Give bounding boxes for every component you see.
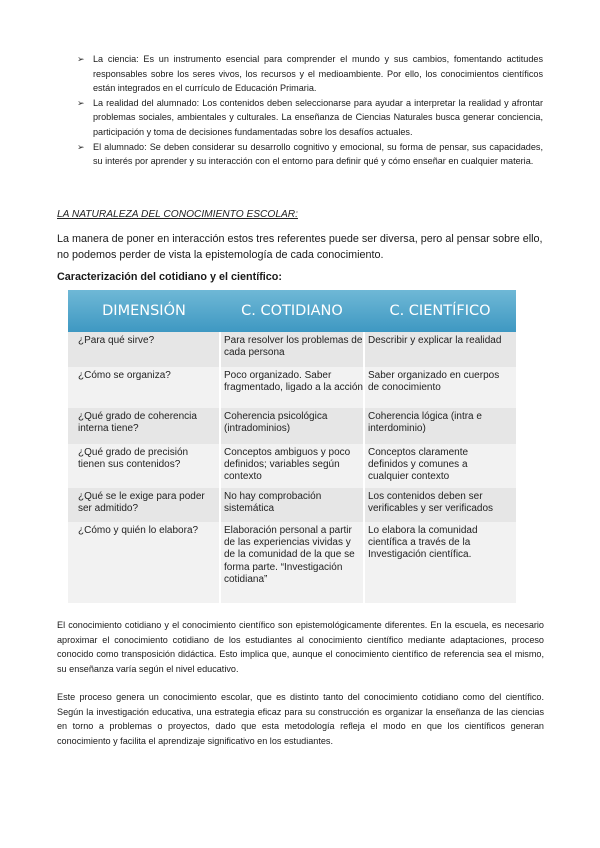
- cell-cotidiano: Coherencia psicológica (intradominios): [224, 411, 328, 435]
- column-divider: [363, 332, 365, 603]
- table-row: [68, 367, 516, 408]
- cell-dimension: ¿Cómo se organiza?: [78, 370, 171, 381]
- cell-cientifico: Coherencia lógica (intra e interdominio): [368, 411, 482, 435]
- arrow-bullet-icon: ➢: [77, 97, 85, 108]
- bullet-text: El alumnado: Se deben considerar su desarrollo cognitivo y emocional, su forma de pensar, sus capacidades, su interés por aprender y su interacción con el entorno para definir qué y cómo enseñar en cualquier materia.: [93, 141, 543, 167]
- cell-cientifico: Los contenidos deben ser verificables y ser verificados: [368, 491, 494, 515]
- header-dimension: DIMENSIÓN: [102, 303, 186, 319]
- table-row: [68, 444, 516, 488]
- cell-cotidiano: No hay comprobación sistemática: [224, 491, 322, 515]
- bullet-alumnado: [77, 140, 543, 169]
- table-row: [68, 332, 516, 367]
- bullet-ciencia: [77, 52, 543, 96]
- cell-cientifico: Describir y explicar la realidad: [368, 335, 502, 346]
- cell-cientifico: Conceptos claramente definidos y comunes a cualquier contexto: [368, 447, 469, 483]
- bullet-text: La ciencia: Es un instrumento esencial para comprender el mundo y sus cambios, fomentando actitudes responsables sobre los seres vivos, los recursos y el medioambiente. Por ello, los conocimientos científicos están integrados en el currículo de Educación Primaria.: [93, 54, 543, 94]
- paragraph-transposicion: El conocimiento cotidiano y el conocimiento científico son epistemológicamente diferentes. En la escuela, es necesario aproximar el conocimiento cotidiano de los estudiantes al conocimiento científico mediante adaptaciones, proceso conocido como transposición didáctica. Esto implica que, aunque el conocimiento científico de referencia sea el mismo, su enseñanza varía según el nivel educativo.: [57, 620, 544, 674]
- bullet-list: [77, 52, 543, 169]
- paragraph-conocimiento-escolar: Este proceso genera un conocimiento escolar, que es distinto tanto del conocimiento cotidiano como del científico. Según la investigación educativa, una estrategia eficaz para su construcción es organizar la enseñanza de las ciencias en torno a problemas o proyectos, dado que esta metodología refleja el modo en que los científicos generan conocimiento y facilita el aprendizaje significativo en los estudiantes.: [57, 692, 544, 746]
- bullet-text: La realidad del alumnado: Los contenidos deben seleccionarse para ayudar a interpretar la realidad y afrontar problemas sociales, ambientales y culturales. La enseñanza de Ciencias Naturales busca generar conciencia, participación y toma de decisiones fundamentadas sobre los desafíos actuales.: [93, 97, 543, 137]
- cell-cientifico: Lo elabora la comunidad científica a través de la Investigación científica.: [368, 525, 478, 561]
- arrow-bullet-icon: ➢: [77, 54, 85, 64]
- comparison-table: [68, 290, 516, 603]
- cell-dimension: ¿Para qué sirve?: [78, 335, 155, 346]
- cell-dimension: ¿Qué grado de precisión tienen sus contenidos?: [78, 447, 189, 471]
- intro-paragraph: La manera de poner en interacción estos tres referentes puede ser diversa, pero al pensar sobre ello, no podemos perder de vista la epistemología de cada conocimiento.: [57, 233, 543, 261]
- table-row: [68, 408, 516, 444]
- cell-dimension: ¿Qué grado de coherencia interna tiene?: [78, 411, 197, 435]
- bullet-realidad: [77, 96, 543, 140]
- header-cotidiano: C. COTIDIANO: [241, 303, 343, 319]
- cell-dimension: ¿Qué se le exige para poder ser admitido?: [78, 491, 205, 515]
- cell-dimension: ¿Cómo y quién lo elabora?: [78, 525, 199, 536]
- table-caption: Caracterización del cotidiano y el científico:: [57, 271, 282, 283]
- cell-cotidiano: Elaboración personal a partir de las experiencias vividas y de la comunidad de la que se forma parte. “Investigación cotidiana”: [224, 525, 355, 585]
- section-title: LA NATURALEZA DEL CONOCIMIENTO ESCOLAR:: [57, 209, 298, 220]
- cell-cotidiano: Poco organizado. Saber fragmentado, ligado a la acción: [224, 370, 363, 394]
- cell-cientifico: Saber organizado en cuerpos de conocimiento: [368, 370, 500, 394]
- table-row: [68, 522, 516, 603]
- cell-cotidiano: Conceptos ambiguos y poco definidos; variables según contexto: [224, 447, 351, 483]
- table-row: [68, 488, 516, 522]
- column-divider: [219, 332, 221, 603]
- header-cientifico: C. CIENTÍFICO: [389, 303, 491, 319]
- cell-cotidiano: Para resolver los problemas de cada persona: [224, 335, 363, 359]
- arrow-bullet-icon: ➢: [77, 141, 85, 152]
- table-header: [68, 290, 516, 332]
